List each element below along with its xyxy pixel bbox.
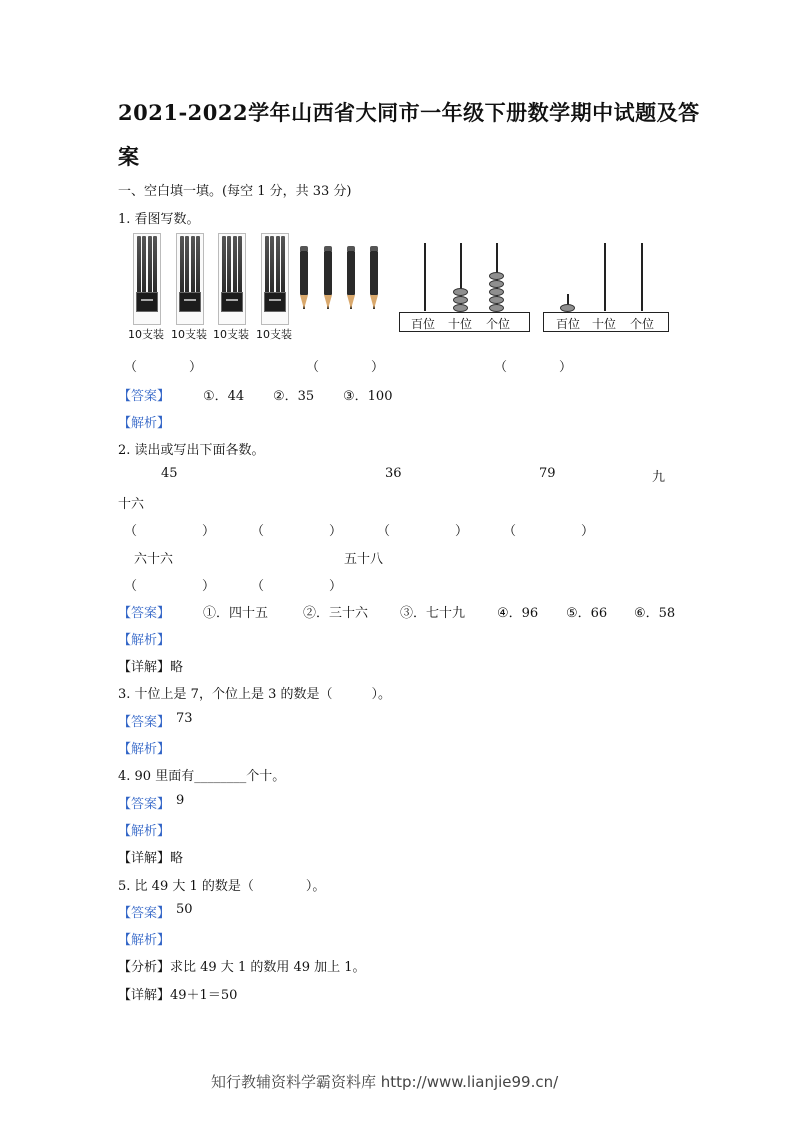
question-2-stem: 2. 读出或写出下面各数。 <box>118 443 265 458</box>
abacus-bead <box>489 272 504 280</box>
detail-text: 【详解】49＋1＝50 <box>118 988 238 1003</box>
abacus-bead <box>489 304 504 312</box>
number-item: 九 <box>652 470 666 485</box>
number-item-wrap: 十六 <box>118 497 145 512</box>
question-4-stem: 4. 90 里面有________个十。 <box>118 769 286 784</box>
pack-caption: 10支装 <box>213 328 249 341</box>
answer-blank: （ ） <box>251 579 343 594</box>
abacus-bead <box>453 296 468 304</box>
section-heading: 一、空白填一填。(每空 1 分，共 33 分) <box>118 184 352 199</box>
abacus-bead <box>489 296 504 304</box>
single-pencil-icon <box>347 251 355 295</box>
abacus-bead <box>560 304 575 312</box>
number-item: 36 <box>385 466 402 481</box>
analysis-text: 【分析】求比 49 大 1 的数用 49 加上 1。 <box>118 960 366 975</box>
analysis-tag: 【解析】 <box>118 933 171 948</box>
question-3-stem: 3. 十位上是 7，个位上是 3 的数是（ ）。 <box>118 687 391 702</box>
question-5-stem: 5. 比 49 大 1 的数是（ ）。 <box>118 879 326 894</box>
footer-watermark: 知行教辅资料学霸资料库 http://www.lianjie99.cn/ <box>211 1073 559 1091</box>
answer-blank: （ ） <box>251 524 343 539</box>
answer-tag: 【答案】 <box>118 389 171 404</box>
answer-value: ⑥．58 <box>634 606 676 621</box>
detail-text: 【详解】略 <box>118 660 184 675</box>
abacus-bead <box>489 280 504 288</box>
abacus-rod <box>641 243 643 311</box>
detail-text: 【详解】略 <box>118 851 184 866</box>
answer-blank: （ ） <box>306 360 385 375</box>
answer-blank: （ ） <box>503 524 595 539</box>
answer-value: ③．100 <box>343 389 393 404</box>
pencil-pack <box>176 233 204 325</box>
pencil-pack <box>261 233 289 325</box>
answer-blank: （ ） <box>494 360 573 375</box>
single-pencil-icon <box>300 251 308 295</box>
abacus-bead <box>489 288 504 296</box>
analysis-tag: 【解析】 <box>118 633 171 648</box>
single-pencil-icon <box>370 251 378 295</box>
abacus-rod <box>424 243 426 311</box>
single-pencil-icon <box>324 251 332 295</box>
answer-tag: 【答案】 <box>118 715 171 730</box>
analysis-tag: 【解析】 <box>118 416 171 431</box>
place-label-hundreds: 百位 <box>556 317 581 331</box>
answer-tag: 【答案】 <box>118 906 171 921</box>
abacus-bead <box>453 304 468 312</box>
answer-blank: （ ） <box>124 360 203 375</box>
answer-tag: 【答案】 <box>118 606 171 621</box>
answer-blank: （ ） <box>124 579 216 594</box>
number-item: 45 <box>161 466 178 481</box>
analysis-tag: 【解析】 <box>118 824 171 839</box>
answer-value: ⑤．66 <box>566 606 608 621</box>
place-label-tens: 十位 <box>448 317 473 331</box>
question-1-stem: 1. 看图写数。 <box>118 212 200 227</box>
page-title: 2021-2022学年山西省大同市一年级下册数学期中试题及答 <box>118 100 700 125</box>
answer-blank: （ ） <box>124 524 216 539</box>
place-label-hundreds: 百位 <box>411 317 436 331</box>
abacus-bead <box>453 288 468 296</box>
number-item: 79 <box>539 466 556 481</box>
answer-value: 73 <box>176 711 193 726</box>
pack-caption: 10支装 <box>256 328 292 341</box>
abacus-rod <box>604 243 606 311</box>
answer-blank: （ ） <box>377 524 469 539</box>
analysis-tag: 【解析】 <box>118 742 171 757</box>
answer-value: ④．96 <box>497 606 539 621</box>
pack-caption: 10支装 <box>128 328 164 341</box>
place-label-ones: 个位 <box>486 317 511 331</box>
answer-value: ②．35 <box>273 389 315 404</box>
answer-tag: 【答案】 <box>118 797 171 812</box>
answer-value: 50 <box>176 902 193 917</box>
answer-value: ①．四十五 <box>203 606 269 621</box>
pencil-pack <box>218 233 246 325</box>
answer-value: ②．三十六 <box>303 606 369 621</box>
number-item: 五十八 <box>344 552 384 567</box>
place-label-ones: 个位 <box>630 317 655 331</box>
pencil-pack <box>133 233 161 325</box>
pack-caption: 10支装 <box>171 328 207 341</box>
number-item: 六十六 <box>134 552 174 567</box>
place-label-tens: 十位 <box>592 317 617 331</box>
answer-value: 9 <box>176 793 185 808</box>
answer-value: ③．七十九 <box>400 606 466 621</box>
page-title-continued: 案 <box>118 144 140 169</box>
answer-value: ①．44 <box>203 389 245 404</box>
